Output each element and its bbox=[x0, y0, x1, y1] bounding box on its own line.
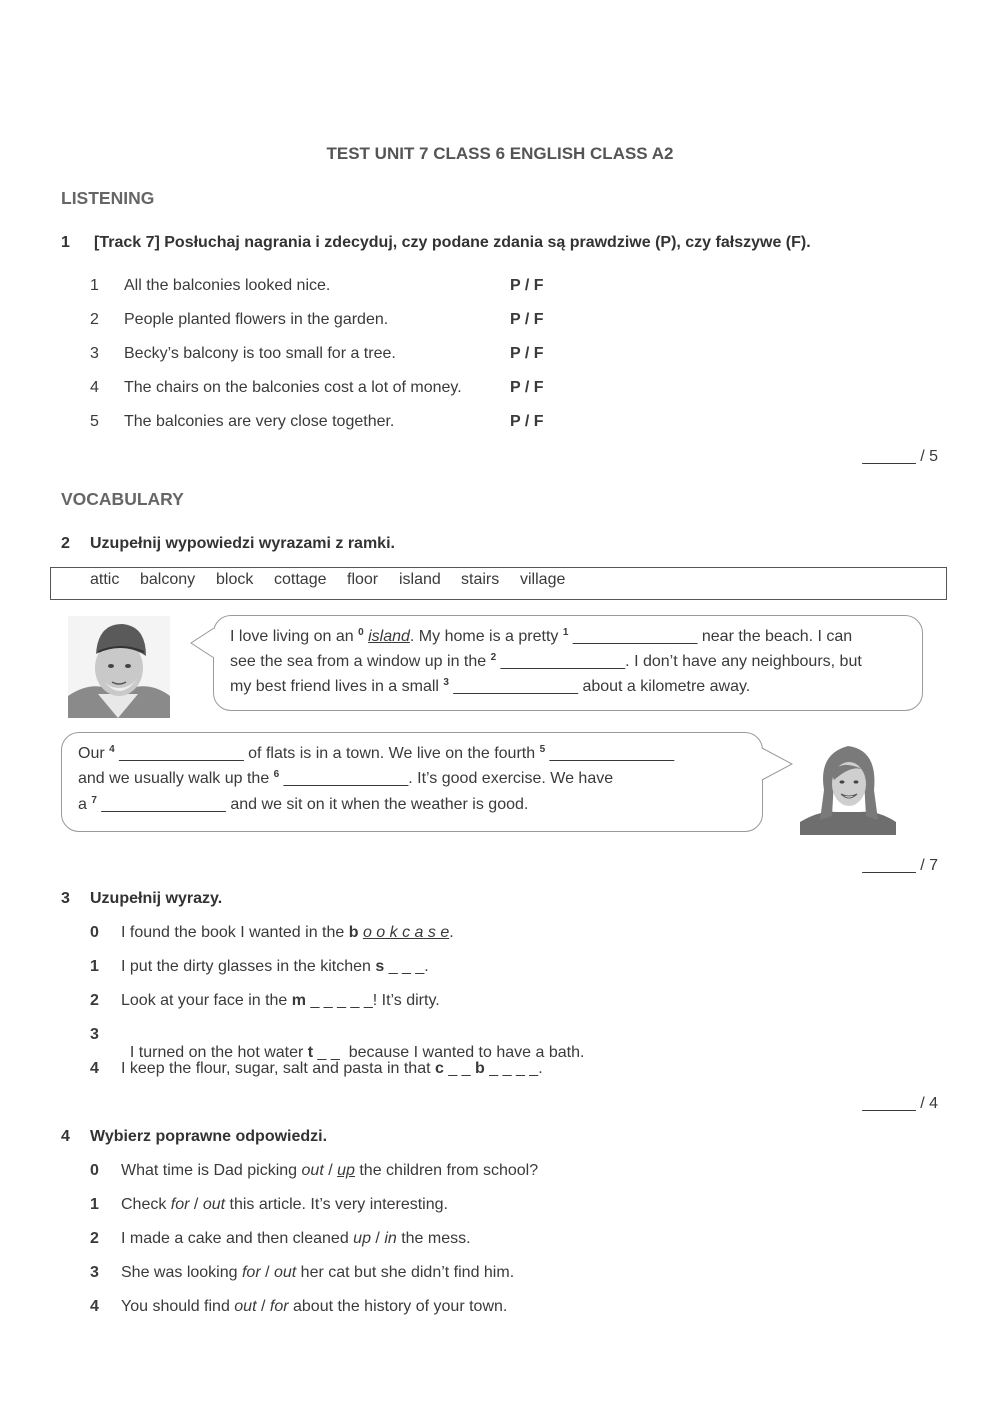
word-box bbox=[50, 567, 947, 600]
option-a[interactable]: up bbox=[353, 1230, 371, 1247]
word-box-item: block bbox=[216, 571, 254, 588]
statement: The chairs on the balconies cost a lot of money. bbox=[124, 379, 462, 396]
sentence bbox=[121, 924, 454, 942]
sentence bbox=[121, 1026, 584, 1062]
true-false-choice[interactable]: P / F bbox=[510, 345, 544, 362]
task-number: 2 bbox=[61, 535, 70, 552]
answer-gap[interactable]: _ _ _ _ _! It’s dirty. bbox=[306, 992, 440, 1009]
true-false-choice[interactable]: P / F bbox=[510, 379, 544, 396]
item-number: 1 bbox=[90, 277, 99, 294]
score-field[interactable]: ______ / 7 bbox=[862, 857, 938, 874]
answer-gap[interactable]: ______________ and we sit on it when the weather is good. bbox=[96, 796, 529, 813]
gap-number: 0 bbox=[358, 627, 364, 638]
item-number: 5 bbox=[90, 413, 99, 430]
answer-gap[interactable]: ______________ about a kilometre away. bbox=[448, 678, 751, 695]
text: I turned on the hot water bbox=[129, 1044, 308, 1061]
text: I put the dirty glasses in the kitchen bbox=[121, 958, 376, 975]
speech-bubble-girl bbox=[61, 732, 763, 832]
task-instruction: Wybierz poprawne odpowiedzi. bbox=[90, 1128, 328, 1145]
sentence bbox=[121, 992, 440, 1010]
text: . bbox=[449, 924, 454, 941]
text: I found the book I wanted in the bbox=[121, 924, 349, 941]
true-false-choice[interactable]: P / F bbox=[510, 311, 544, 328]
item-number: 4 bbox=[90, 379, 99, 396]
text: Look at your face in the bbox=[121, 992, 292, 1009]
item-number: 4 bbox=[90, 1060, 99, 1077]
item-number: 3 bbox=[90, 1026, 99, 1043]
statement: People planted flowers in the garden. bbox=[124, 311, 389, 328]
first-letter: m bbox=[291, 992, 307, 1009]
gap-number: 7 bbox=[91, 795, 97, 806]
answer-gap[interactable]: ______________. I don’t have any neighbours, but bbox=[496, 653, 862, 670]
sentence bbox=[121, 1196, 448, 1214]
text: What time is Dad picking bbox=[121, 1162, 302, 1179]
gap-number: 3 bbox=[443, 677, 449, 688]
text: Check bbox=[121, 1196, 171, 1213]
separator: / bbox=[260, 1264, 274, 1281]
text: the children from school? bbox=[354, 1162, 539, 1179]
first-letter: s bbox=[375, 958, 385, 975]
gap-number: 2 bbox=[490, 652, 497, 663]
text: this article. It’s very interesting. bbox=[225, 1196, 448, 1213]
item-number: 4 bbox=[90, 1298, 99, 1315]
item-number: 2 bbox=[90, 992, 99, 1009]
text: Our bbox=[78, 745, 110, 762]
item-number: 1 bbox=[90, 958, 99, 975]
first-letter: t bbox=[307, 1044, 314, 1061]
page-title: TEST UNIT 7 CLASS 6 ENGLISH CLASS A2 bbox=[326, 144, 674, 163]
item-number: 2 bbox=[90, 311, 99, 328]
sentence bbox=[121, 1230, 471, 1248]
first-letter: b bbox=[348, 924, 359, 941]
speech-bubble-tail bbox=[190, 628, 215, 658]
speech-bubble-man bbox=[213, 615, 923, 711]
text: my best friend lives in a small bbox=[230, 678, 444, 695]
option-b[interactable]: out bbox=[202, 1196, 226, 1213]
word-box-item: floor bbox=[347, 571, 379, 588]
given-letter: b bbox=[475, 1060, 485, 1077]
answer-gap[interactable]: _ _ _. bbox=[384, 958, 429, 975]
sentence bbox=[121, 1162, 538, 1180]
answer-gap[interactable]: ______________ of flats is in a town. We live on the fourth bbox=[114, 745, 540, 762]
item-number: 0 bbox=[90, 1162, 99, 1179]
item-number: 3 bbox=[90, 345, 99, 362]
statement: Becky’s balcony is too small for a tree. bbox=[124, 345, 396, 362]
true-false-choice[interactable]: P / F bbox=[510, 413, 544, 430]
task-instruction: Uzupełnij wyrazy. bbox=[90, 890, 223, 907]
option-a[interactable]: for bbox=[241, 1264, 261, 1281]
answer-gap[interactable]: _ _ because I wanted to have a bath. bbox=[313, 1044, 585, 1061]
gap-number: 1 bbox=[562, 627, 569, 638]
man-portrait-image bbox=[68, 616, 170, 718]
gap-number: 6 bbox=[273, 769, 280, 780]
example-answer: o o k c a s e bbox=[362, 924, 450, 941]
text: a bbox=[78, 796, 92, 813]
statement: All the balconies looked nice. bbox=[124, 277, 331, 294]
gap-number: 5 bbox=[539, 744, 546, 755]
example-answer: island bbox=[368, 628, 410, 645]
speech-bubble-tail bbox=[761, 748, 793, 780]
text: . My home is a pretty bbox=[409, 628, 563, 645]
option-a[interactable]: for bbox=[170, 1196, 190, 1213]
task-instruction: [Track 7] Posłuchaj nagrania i zdecyduj, czy podane zdania są prawdziwe (P), czy fałszywe (F). bbox=[94, 234, 811, 251]
text: I keep the flour, sugar, salt and pasta in that bbox=[121, 1060, 435, 1077]
task-number: 1 bbox=[61, 234, 70, 251]
first-letter: c bbox=[434, 1060, 444, 1077]
text: You should find bbox=[121, 1298, 235, 1315]
true-false-choice[interactable]: P / F bbox=[510, 277, 544, 294]
task-number: 3 bbox=[61, 890, 70, 907]
word-box-item: village bbox=[520, 571, 566, 588]
separator: / bbox=[256, 1298, 270, 1315]
text: her cat but she didn’t find him. bbox=[296, 1264, 515, 1281]
sentence bbox=[121, 1060, 543, 1078]
girl-portrait-image bbox=[800, 740, 896, 835]
answer-gap[interactable]: ______________. It’s good exercise. We have bbox=[279, 770, 614, 787]
word-box-item: island bbox=[399, 571, 441, 588]
text: about the history of your town. bbox=[288, 1298, 508, 1315]
text: She was looking bbox=[121, 1264, 242, 1281]
text: the mess. bbox=[396, 1230, 471, 1247]
item-number: 3 bbox=[90, 1264, 99, 1281]
word-box-item: attic bbox=[90, 571, 120, 588]
word-box-item: stairs bbox=[461, 571, 500, 588]
text: see the sea from a window up in the bbox=[230, 653, 491, 670]
statement: The balconies are very close together. bbox=[124, 413, 395, 430]
word-box-item: balcony bbox=[140, 571, 196, 588]
sentence bbox=[121, 958, 429, 976]
separator: / bbox=[370, 1230, 385, 1247]
sentence bbox=[121, 1264, 514, 1282]
section-heading-vocabulary: VOCABULARY bbox=[61, 489, 184, 509]
option-a[interactable]: out bbox=[301, 1162, 324, 1179]
option-b[interactable]: out bbox=[273, 1264, 297, 1281]
word-box-item: cottage bbox=[274, 571, 327, 588]
score-field[interactable]: ______ / 4 bbox=[862, 1095, 938, 1112]
section-heading-listening: LISTENING bbox=[61, 188, 155, 208]
score-field[interactable]: ______ / 5 bbox=[862, 448, 938, 465]
item-number: 1 bbox=[90, 1196, 99, 1213]
answer-gap[interactable]: ______________ near the beach. I can bbox=[568, 628, 853, 645]
option-b-selected[interactable]: up bbox=[337, 1162, 355, 1179]
item-number: 0 bbox=[90, 924, 99, 941]
item-number: 2 bbox=[90, 1230, 99, 1247]
text: I made a cake and then cleaned bbox=[121, 1230, 354, 1247]
option-a[interactable]: out bbox=[234, 1298, 257, 1315]
option-b[interactable]: for bbox=[269, 1298, 289, 1315]
task-instruction: Uzupełnij wypowiedzi wyrazami z ramki. bbox=[90, 535, 395, 552]
text: I love living on an bbox=[230, 628, 359, 645]
answer-gap[interactable]: _ _ _ _. bbox=[484, 1060, 543, 1077]
separator: / bbox=[189, 1196, 203, 1213]
answer-gap[interactable]: ______________ bbox=[545, 745, 675, 762]
text: and we usually walk up the bbox=[78, 770, 274, 787]
sentence bbox=[121, 1298, 507, 1316]
task-number: 4 bbox=[61, 1128, 70, 1145]
option-b[interactable]: in bbox=[384, 1230, 397, 1247]
answer-gap[interactable]: _ _ bbox=[443, 1060, 476, 1077]
separator: / bbox=[323, 1162, 338, 1179]
gap-number: 4 bbox=[109, 744, 115, 755]
